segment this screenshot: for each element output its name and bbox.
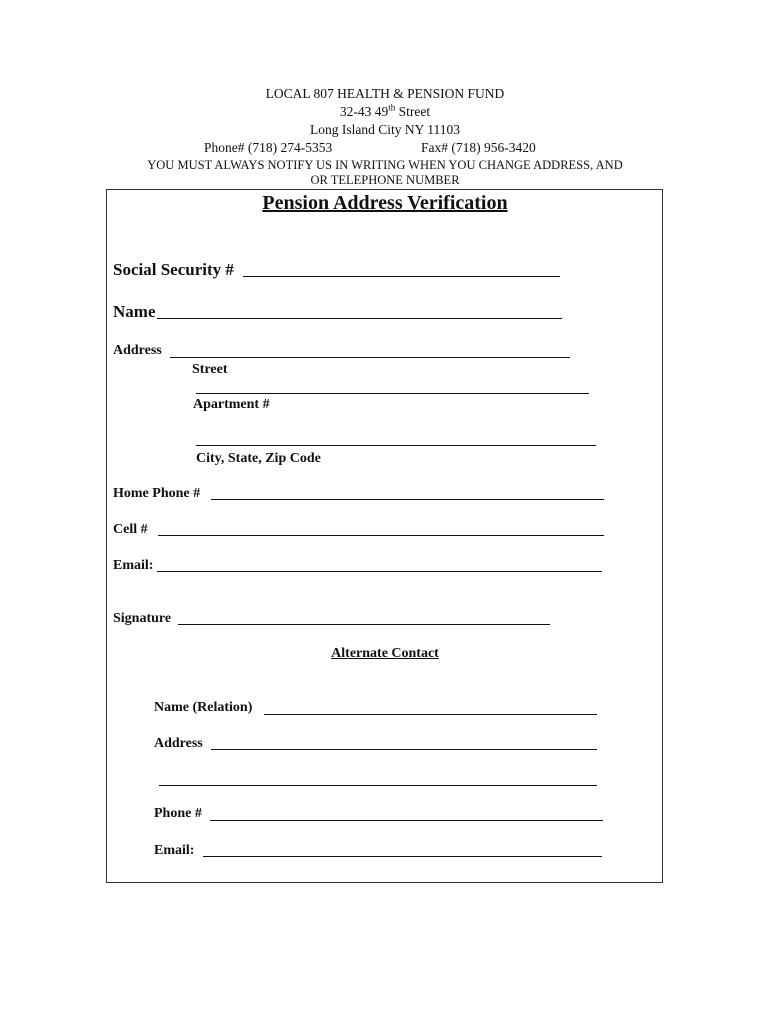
cell-field[interactable] [158,535,604,536]
org-name: LOCAL 807 HEALTH & PENSION FUND [265,86,505,101]
name-label: Name [113,302,156,321]
ssn-label: Social Security # [113,260,234,279]
address-label: Address [113,343,162,358]
email-field[interactable] [157,571,602,572]
apartment-caption: Apartment # [193,397,270,412]
street-suffix: Street [395,104,431,119]
email-label: Email: [113,558,154,573]
org-city: Long Island City NY 11103 [310,122,460,137]
alt-phone-field[interactable] [210,820,603,821]
org-phone: Phone# (718) 274-5353 [204,140,333,155]
alt-phone-label: Phone # [154,806,202,821]
alt-address-field-2[interactable] [159,785,597,786]
alt-address-label: Address [154,736,203,751]
cell-label: Cell # [113,522,148,537]
ssn-field[interactable] [243,276,560,277]
alt-name-label: Name (Relation) [154,700,253,715]
form-border [106,189,663,883]
address-apartment-field[interactable] [196,393,589,394]
street-caption: Street [192,362,228,377]
street-number: 32-43 49 [339,104,389,119]
city-caption: City, State, Zip Code [196,451,321,466]
address-street-field[interactable] [170,357,570,358]
notice-line-1: YOU MUST ALWAYS NOTIFY US IN WRITING WHEN YOU CHANGE ADDRESS, AND [147,158,623,172]
alt-email-label: Email: [154,843,195,858]
alt-address-field[interactable] [211,749,597,750]
alternate-contact-heading: Alternate Contact [331,646,439,661]
home-phone-field[interactable] [211,499,604,500]
signature-label: Signature [113,611,172,626]
form-title: Pension Address Verification [262,192,508,214]
org-fax: Fax# (718) 956-3420 [421,140,536,155]
name-field[interactable] [157,318,562,319]
signature-field[interactable] [178,624,550,625]
notice-line-2: OR TELEPHONE NUMBER [310,173,460,187]
alt-email-field[interactable] [203,856,602,857]
org-street [0,104,770,120]
home-phone-label: Home Phone # [113,486,201,501]
alt-name-field[interactable] [264,714,597,715]
address-city-field[interactable] [196,445,596,446]
street-ordinal: th [388,102,396,113]
